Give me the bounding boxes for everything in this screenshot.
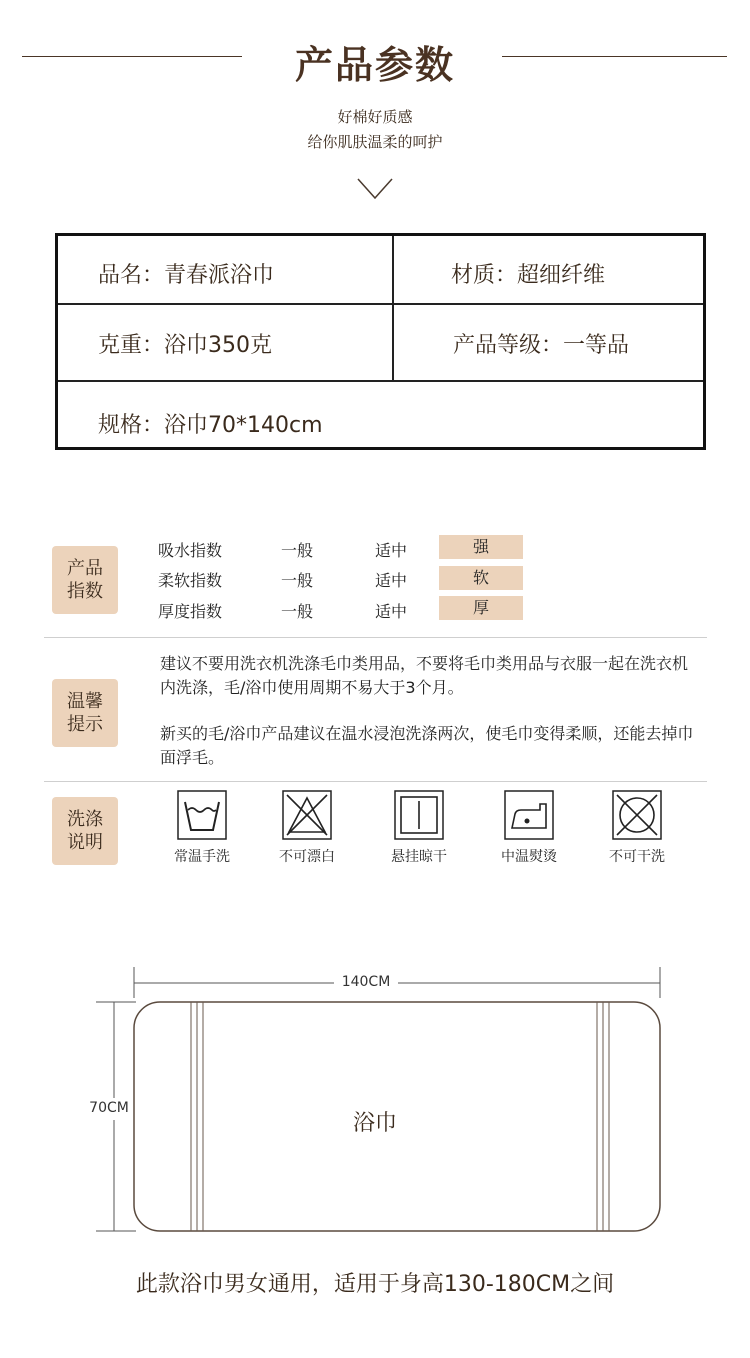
wash-item-iron [484,790,574,866]
index-low-soft: 一般 [281,571,314,590]
index-mid-thick: 适中 [375,602,408,621]
tips-badge-line2: 提示 [67,714,103,735]
tip-paragraph-1: 建议不要用洗衣机洗涤毛巾类用品，不要将毛巾类用品与衣服一起在洗衣机内洗涤，毛/浴巾使用周期不易大于3个月。 [160,654,689,697]
footer-note: 此款浴巾男女通用，适用于身高130-180CM之间 [135,1272,615,1297]
spec-material: 材质：超细纤维 [451,263,606,288]
wash-item-hand-wash [157,790,247,866]
wash-label-iron: 中温熨烫 [501,849,557,865]
wash-item-line-dry [374,790,464,866]
page-title: 产品参数 [294,43,455,87]
spec-grade: 产品等级：一等品 [453,333,630,358]
index-label-thick: 厚度指数 [158,602,223,621]
wash-label-line-dry: 悬挂晾干 [391,849,447,865]
index-badge-line1: 产品 [67,558,103,579]
washing-badge-line1: 洗涤 [67,809,103,830]
no-bleach-icon [282,790,332,840]
index-low-absorb: 一般 [281,541,314,560]
washing-badge-line2: 说明 [67,832,103,853]
index-mid-absorb: 适中 [375,541,408,560]
iron-medium-icon [504,790,554,840]
index-mid-soft: 适中 [375,571,408,590]
tagline-1: 好棉好质感 [337,108,413,126]
chevron-down-icon [357,178,393,200]
divider-1 [44,637,707,638]
washing-badge [52,797,118,865]
no-dry-clean-icon [612,790,662,840]
wash-item-no-bleach [262,790,352,866]
index-high-soft: 软 [439,566,523,590]
index-high-thick: 厚 [439,596,523,620]
tagline-2: 给你肌肤温柔的呵护 [307,133,443,151]
divider-2 [44,781,707,782]
tip-paragraph-2: 新买的毛/浴巾产品建议在温水浸泡洗涤两次，使毛巾变得柔顺，还能去掉巾面浮毛。 [160,724,694,767]
wash-label-no-bleach: 不可漂白 [279,849,335,865]
index-badge [52,546,118,614]
index-low-thick: 一般 [281,602,314,621]
index-badge-line2: 指数 [67,581,103,602]
spec-name: 品名：青春派浴巾 [98,263,275,288]
hand-wash-icon [177,790,227,840]
diagram-height-label: 70CM [89,1100,129,1116]
spec-weight: 克重：浴巾350克 [98,333,272,358]
line-dry-icon [394,790,444,840]
index-label-absorb: 吸水指数 [158,541,223,560]
spec-size: 规格：浴巾70*140cm [98,413,323,438]
diagram-width-label: 140CM [341,974,391,990]
diagram-center-label: 浴巾 [352,1111,397,1136]
wash-item-no-dry-clean [592,790,682,866]
index-high-absorb: 强 [439,535,523,559]
spec-table [55,233,706,450]
index-label-soft: 柔软指数 [158,571,223,590]
wash-label-no-dry-clean: 不可干洗 [609,849,665,865]
tips-badge [52,679,118,747]
tips-badge-line1: 温馨 [67,691,103,712]
wash-label-hand-wash: 常温手洗 [174,849,230,865]
